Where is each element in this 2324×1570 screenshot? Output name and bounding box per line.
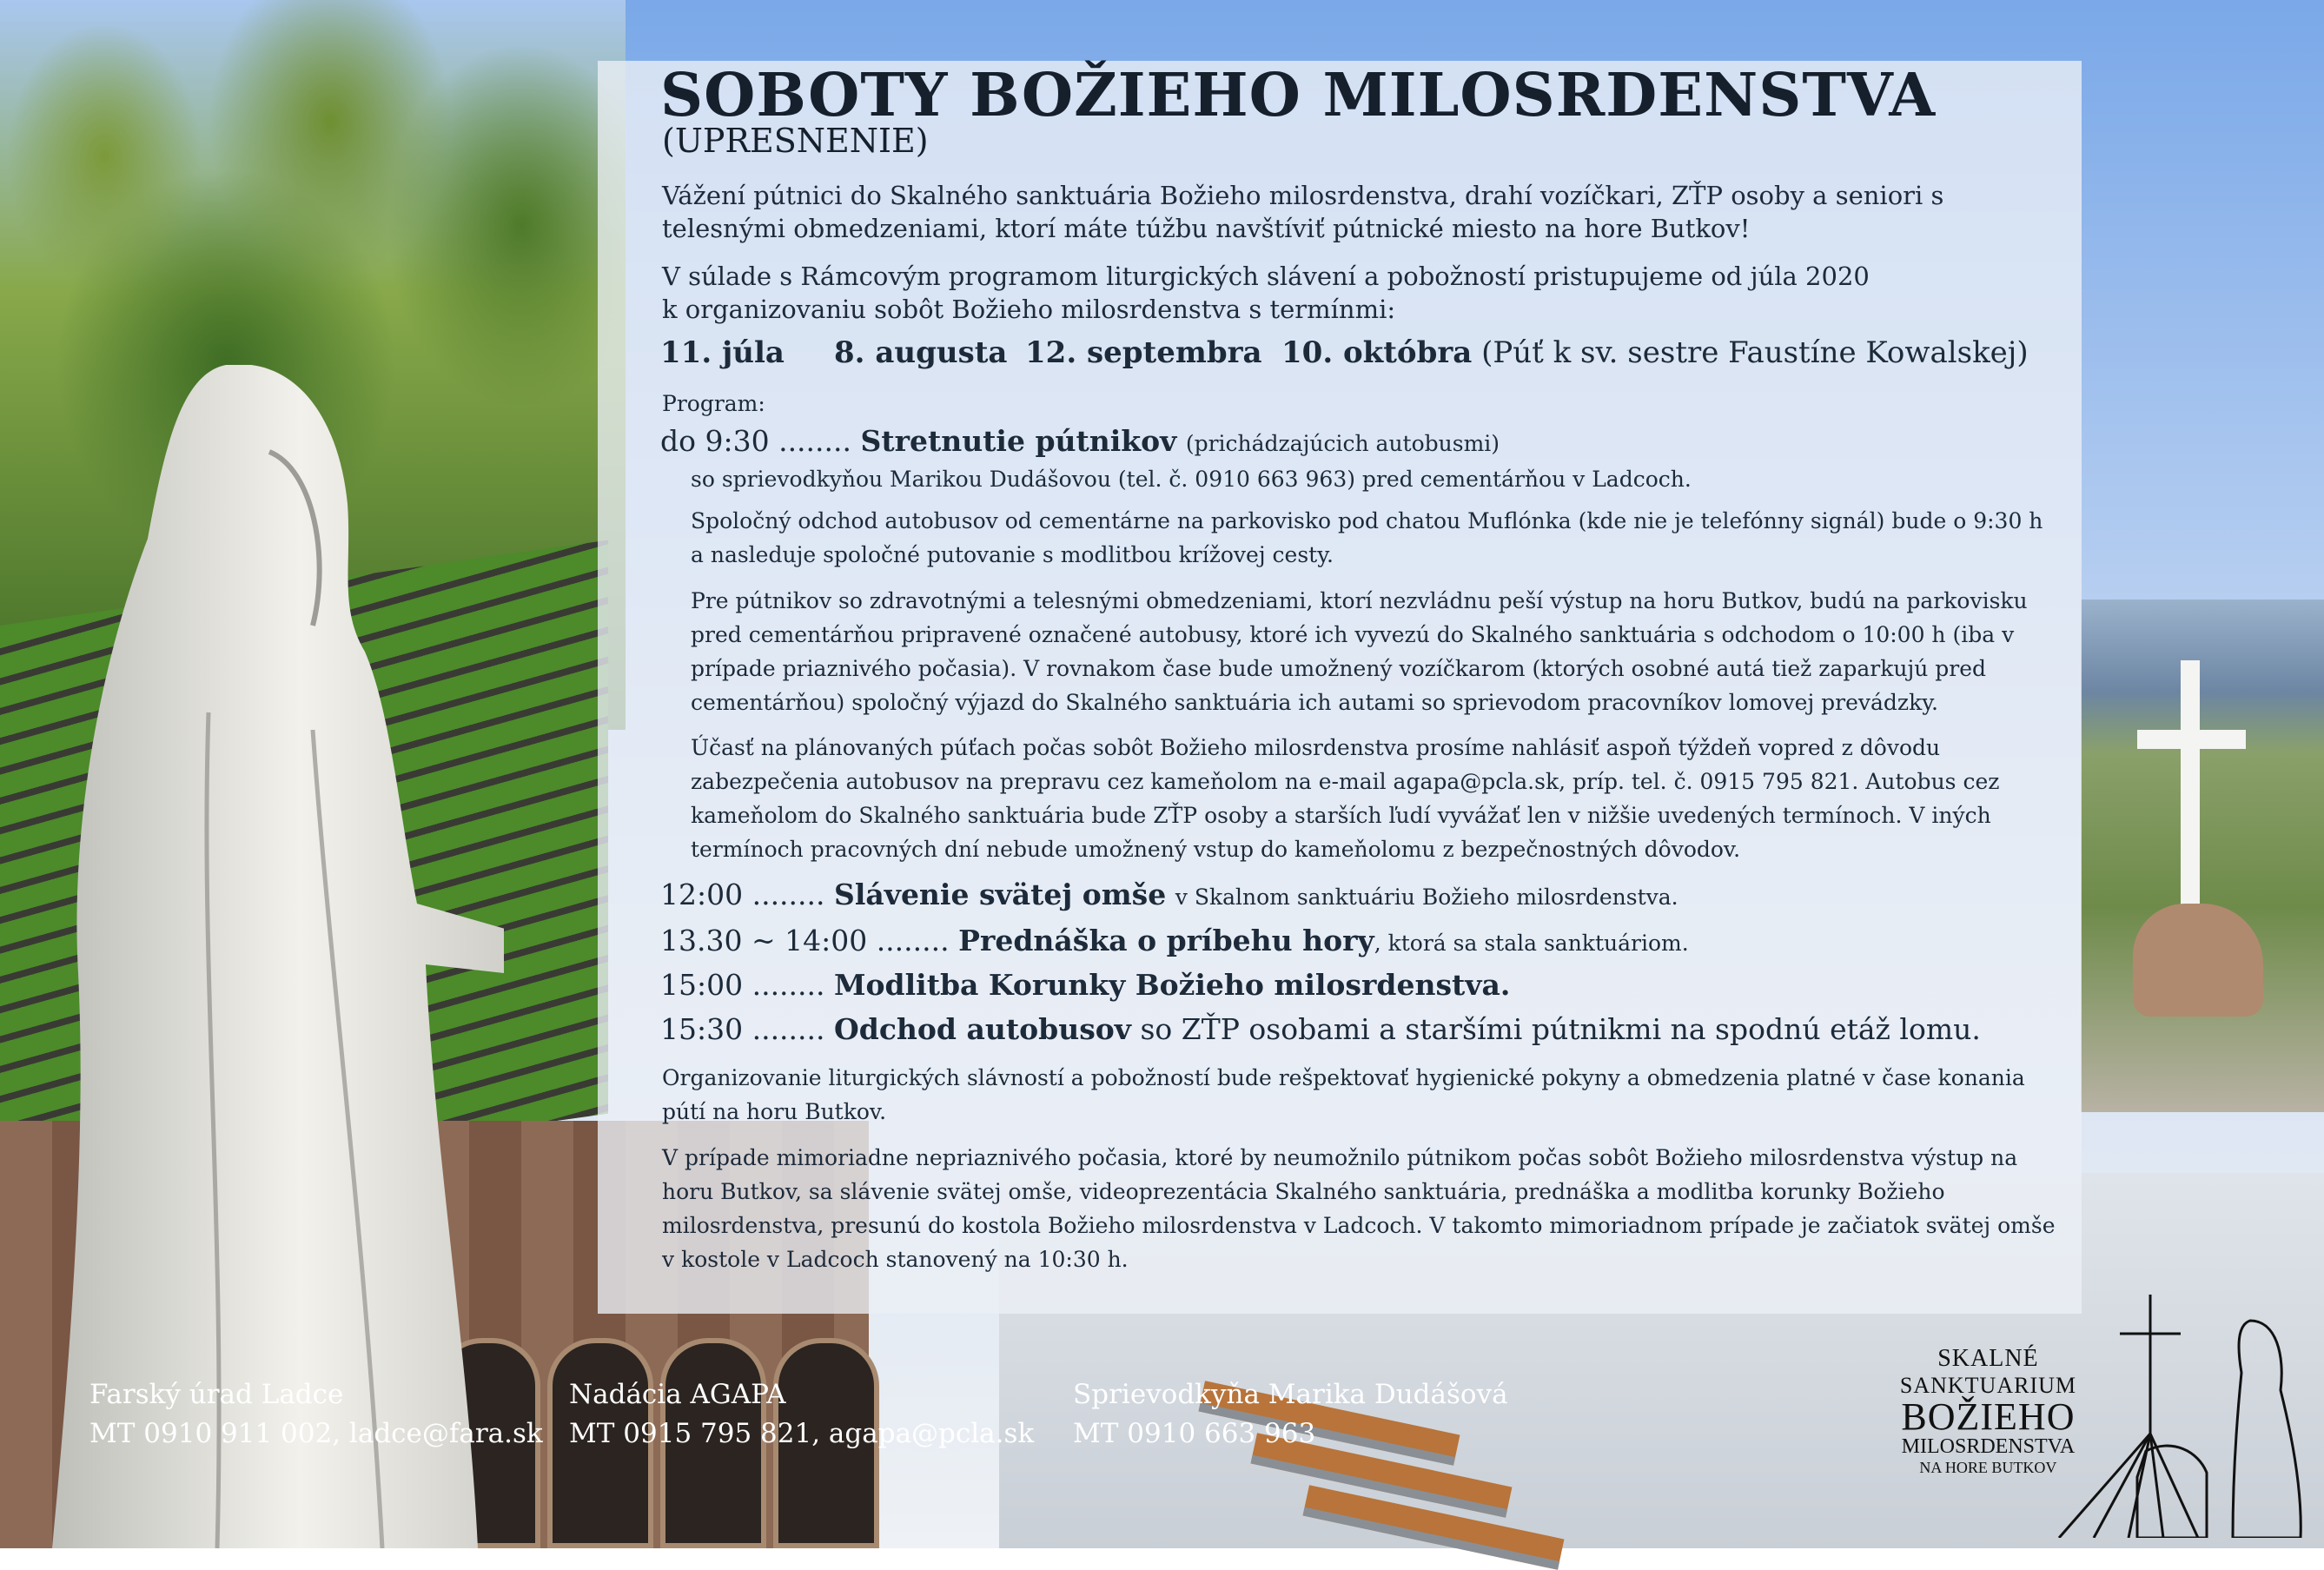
paragraph-line: Účasť na plánovaných púťach počas sobôt Božieho milosrdenstva prosíme nahlásiť aspoň týždeň vopred z dôvodu <box>691 735 1941 760</box>
schedule-note: v Skalnom sanktuáriu Božieho milosrdenstva. <box>1175 884 1678 910</box>
schedule-note: (prichádzajúcich autobusmi) <box>1185 431 1500 456</box>
schedule-label: Odchod autobusov <box>834 1012 1131 1046</box>
schedule-label: Prednáška o príbehu hory <box>958 924 1374 957</box>
closing-line: v kostole v Ladcoch stanovený na 10:30 h. <box>662 1247 1129 1272</box>
date-october: 10. októbra <box>1281 335 1473 370</box>
schedule-label: Stretnutie pútnikov <box>860 424 1177 458</box>
footer-name: Sprievodkyňa Marika Dudášová <box>1073 1379 1508 1410</box>
footer-contact-guide <box>1073 1375 1508 1454</box>
footer-name: Farský úrad Ladce <box>89 1379 344 1410</box>
logo-line: SANKTUARIUM <box>1899 1373 2076 1398</box>
schedule-item-arrival <box>660 424 1500 458</box>
footer-contact-parish <box>89 1375 543 1454</box>
footer-contact: MT 0910 911 002, ladce@fara.sk <box>89 1418 543 1449</box>
closing-line: milosrdenstva, presunú do kostola Božieho milosrdenstva v Ladcoch. V takomto mimoriadnom prípade je začiatok svätej omše <box>662 1213 2056 1238</box>
intro-line: Vážení pútnici do Skalného sanktuária Božieho milosrdenstva, drahí vozíčkari, ZŤP osoby a seniori s <box>662 181 1944 210</box>
schedule-label: Modlitba Korunky Božieho milosrdenstva. <box>834 968 1511 1002</box>
footer-contact-foundation <box>569 1375 1034 1454</box>
landscape-photo <box>2081 600 2324 1112</box>
logo-line: NA HORE BUTKOV <box>1919 1459 2057 1476</box>
paragraph-line: Pre pútnikov so zdravotnými a telesnými obmedzeniami, ktorí nezvládnu peší výstup na horu Butkov, budú na parkovisku <box>691 588 2028 613</box>
schedule-note: so ZŤP osobami a staršími pútnikmi na spodnú etáž lomu. <box>1140 1012 1981 1046</box>
statue-image <box>52 365 504 1548</box>
intro-line: telesnými obmedzeniami, ktorí máte túžbu navštíviť pútnické miesto na hore Butkov! <box>662 214 1751 243</box>
schedule-time: 15:00 ........ <box>660 968 825 1002</box>
logo-wordmark <box>1900 1345 2076 1477</box>
schedule-item-mass <box>660 878 1678 911</box>
schedule-label: Slávenie svätej omše <box>834 878 1167 911</box>
logo-line: MILOSRDENSTVA <box>1901 1435 2076 1458</box>
page-title: SOBOTY BOŽIEHO MILOSRDENSTVA <box>660 61 1937 130</box>
closing-line: V prípade mimoriadne nepriaznivého počasia, ktoré by neumožnilo pútnikom počas sobôt Božieho milosrdenstva výstup na <box>662 1145 2018 1170</box>
schedule-time: 13.30 ~ 14:00 ........ <box>660 924 950 957</box>
paragraph-line: cementárňou) spoločný výjazd do Skalného sanktuária ich autami so sprievodom pracovníkov lomovej prevádzky. <box>691 690 1938 715</box>
date-october-note: (Púť k sv. sestre Faustíne Kowalskej) <box>1481 335 2029 370</box>
cross-rock-base <box>2133 904 2263 1017</box>
schedule-sub: so sprievodkyňou Marikou Dudášovou (tel. č. 0910 663 963) pred cementárňou v Ladcoch. <box>691 467 1692 492</box>
paragraph-line: pred cementárňou pripravené označené autobusy, ktoré ich vyvezú do Skalného sanktuária s odchodom o 10:00 h (iba v <box>691 622 2015 647</box>
schedule-item-prayer <box>660 968 1510 1002</box>
logo-line: SKALNÉ <box>1937 1345 2039 1372</box>
paragraph-line: termínoch pracovných dní nebude umožnený vstup do kameňolomu z bezpečnostných dôvodov. <box>691 837 1741 862</box>
program-label: Program: <box>662 391 765 416</box>
schedule-note: , ktorá sa stala sanktuáriom. <box>1374 931 1689 956</box>
footer-contact: MT 0915 795 821, agapa@pcla.sk <box>569 1418 1035 1449</box>
schedule-item-lecture <box>660 924 1689 957</box>
date-july: 11. júla <box>660 335 785 370</box>
schedule-time: do 9:30 ........ <box>660 424 851 458</box>
paragraph-line: kameňolom do Skalného sanktuária bude ZŤP osoby a starších ľudí vyvážať len v nižšie uvedených termínoch. V iných <box>691 803 1991 828</box>
closing-line: Organizovanie liturgických slávností a pobožností bude rešpektovať hygienické pokyny a obmedzenia platné v čase konania <box>662 1065 2025 1090</box>
logo-line: BOŽIEHO <box>1901 1395 2076 1438</box>
cross-horizontal <box>2137 730 2246 749</box>
page-subtitle: (UPRESNENIE) <box>662 122 929 160</box>
paragraph-line: prípade priaznivého počasia). V rovnakom čase bude umožnený vozíčkarom (ktorých osobné autá tiež zaparkujú pred <box>691 656 1987 681</box>
intro-line: k organizovaniu sobôt Božieho milosrdenstva s termínmi: <box>662 295 1396 324</box>
date-september: 12. septembra <box>1025 335 1262 370</box>
schedule-time: 12:00 ........ <box>660 878 825 911</box>
footer-name: Nadácia AGAPA <box>569 1379 786 1410</box>
schedule-time: 15:30 ........ <box>660 1012 825 1046</box>
date-october-item <box>1281 335 2029 370</box>
closing-line: horu Butkov, sa slávenie svätej omše, videoprezentácia Skalného sanktuária, prednáška a modlitba korunky Božieho <box>662 1179 1945 1204</box>
paragraph-line: a nasleduje spoločné putovanie s modlitbou krížovej cesty. <box>691 542 1334 567</box>
schedule-item-departure <box>660 1012 1981 1046</box>
closing-line: pútí na horu Butkov. <box>662 1099 887 1124</box>
cross-vertical <box>2181 660 2200 912</box>
paragraph-line: Spoločný odchod autobusov od cementárne na parkovisko pod chatou Muflónka (kde nie je telefónny signál) bude o 9:30 h <box>691 508 2043 533</box>
footer-contact: MT 0910 663 963 <box>1073 1418 1316 1449</box>
intro-line: V súlade s Rámcovým programom liturgických slávení a pobožností pristupujeme od júla 2020 <box>662 262 1870 291</box>
paragraph-line: zabezpečenia autobusov na prepravu cez kameňolom na e-mail agapa@pcla.sk, príp. tel. č. 0915 795 821. Autobus cez <box>691 769 2000 794</box>
date-august: 8. augusta <box>834 335 1008 370</box>
